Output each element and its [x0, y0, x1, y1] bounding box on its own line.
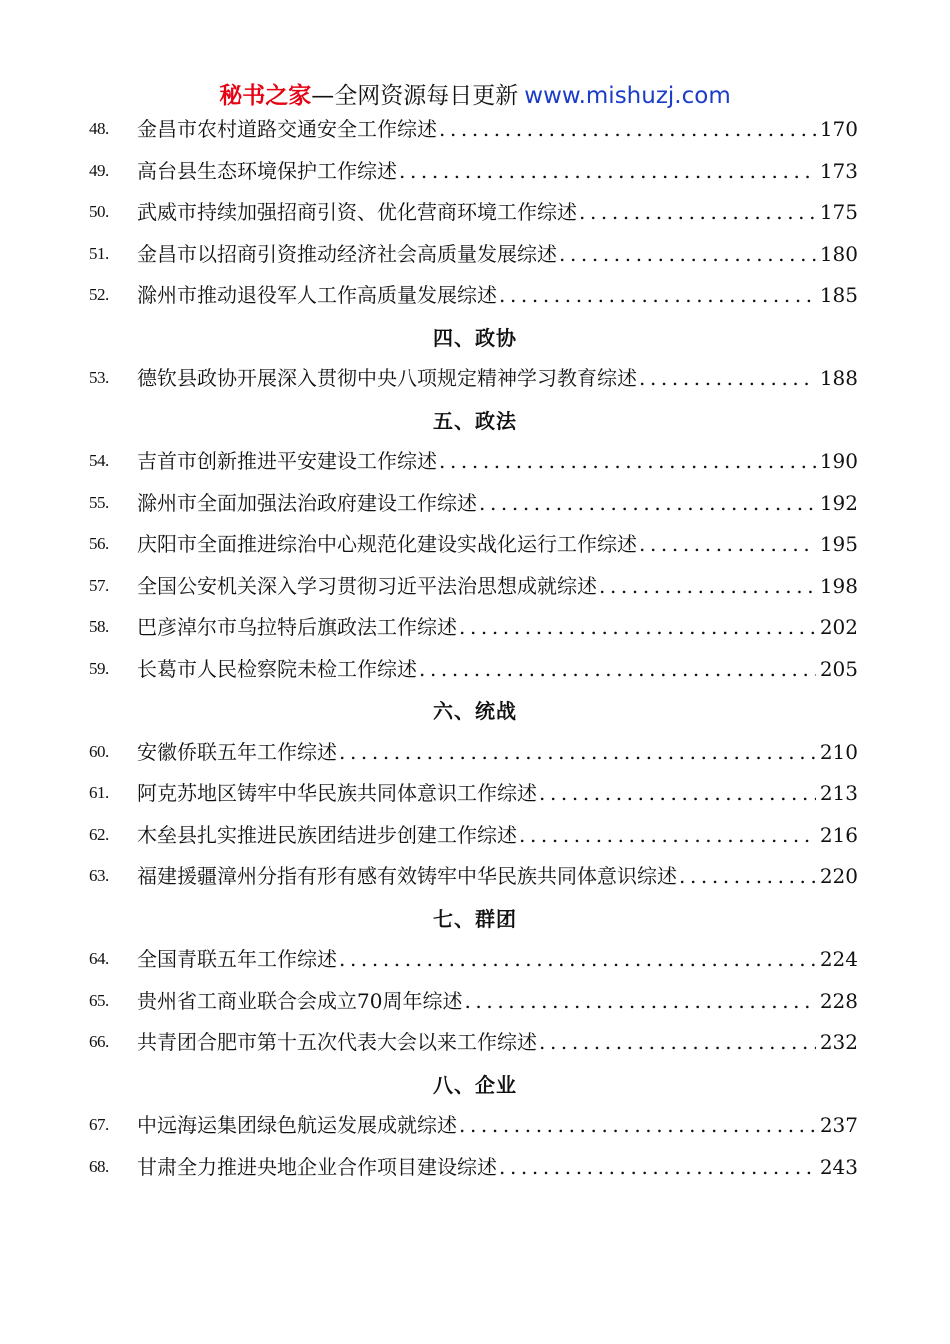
dot-leader	[399, 157, 816, 185]
dot-leader	[439, 115, 816, 143]
entry-number: 56.	[89, 534, 109, 553]
entry-line	[137, 779, 858, 807]
toc-entry[interactable]	[0, 608, 950, 650]
toc-entry[interactable]	[0, 152, 950, 194]
entry-number: 59.	[89, 658, 109, 678]
entry-number: 58.	[89, 617, 109, 636]
entry-title: 木垒县扎实推进民族团结进步创建工作综述	[137, 822, 517, 847]
toc-entry[interactable]	[0, 733, 950, 775]
toc-entry[interactable]	[0, 525, 950, 567]
toc-entry[interactable]	[0, 940, 950, 982]
entry-page-number: 232	[819, 1030, 858, 1054]
dot-leader	[539, 779, 816, 807]
entry-page-number: 202	[819, 615, 858, 639]
section-heading: 七、群团	[433, 906, 517, 931]
entry-title: 甘肃全力推进央地企业合作项目建设综述	[137, 1154, 497, 1179]
site-slogan: —全网资源每日更新	[311, 83, 519, 109]
entry-title: 共青团合肥市第十五次代表大会以来工作综述	[137, 1030, 537, 1054]
entry-page-number: 188	[819, 366, 858, 390]
section-heading: 六、统战	[433, 699, 517, 723]
entry-number: 62.	[89, 824, 109, 844]
dot-leader	[479, 489, 816, 517]
dot-leader	[639, 530, 816, 558]
table-of-contents	[0, 110, 950, 1189]
entry-title: 金昌市农村道路交通安全工作综述	[137, 117, 437, 141]
entry-line	[137, 157, 858, 185]
entry-number: 68.	[89, 1156, 109, 1176]
toc-entry[interactable]	[0, 1106, 950, 1148]
entry-page-number: 173	[819, 158, 858, 183]
entry-page-number: 210	[819, 739, 858, 764]
entry-page-number: 216	[819, 822, 858, 847]
entry-line	[137, 1153, 858, 1181]
entry-number: 60.	[89, 741, 109, 761]
entry-title: 吉首市创新推进平安建设工作综述	[137, 449, 437, 473]
entry-title: 长葛市人民检察院未检工作综述	[137, 656, 417, 681]
entry-title: 贵州省工商业联合会成立70周年综述	[137, 988, 463, 1013]
dot-leader	[579, 198, 816, 226]
entry-number: 65.	[89, 990, 109, 1010]
entry-page-number: 220	[819, 864, 858, 888]
dot-leader	[459, 613, 816, 641]
entry-line	[137, 987, 858, 1015]
dot-leader	[539, 1028, 816, 1056]
entry-page-number: 205	[819, 656, 858, 681]
entry-number: 64.	[89, 949, 109, 968]
site-brand: 秘书之家	[219, 83, 312, 109]
entry-title: 德钦县政协开展深入贯彻中央八项规定精神学习教育综述	[137, 366, 637, 390]
dot-leader	[499, 1153, 816, 1181]
entry-title: 滁州市全面加强法治政府建设工作综述	[137, 490, 477, 515]
dot-leader	[459, 1111, 816, 1139]
entry-line	[137, 613, 858, 641]
entry-line	[137, 945, 858, 973]
entry-line	[137, 447, 858, 475]
entry-number: 49.	[89, 160, 109, 180]
entry-page-number: 185	[819, 283, 858, 307]
entry-line	[137, 862, 858, 890]
entry-number: 67.	[89, 1115, 109, 1134]
entry-page-number: 228	[819, 988, 858, 1013]
entry-title: 全国公安机关深入学习贯彻习近平法治思想成就综述	[137, 573, 597, 598]
section-heading: 四、政协	[433, 325, 517, 350]
entry-line	[137, 738, 858, 766]
dot-leader	[439, 447, 816, 475]
dot-leader	[499, 281, 816, 309]
toc-entry[interactable]	[0, 857, 950, 899]
dot-leader	[419, 655, 816, 683]
entry-number: 63.	[89, 866, 109, 885]
dot-leader	[639, 364, 816, 392]
entry-line	[137, 572, 858, 600]
entry-page-number: 195	[819, 532, 858, 556]
toc-entry[interactable]	[0, 650, 950, 692]
entry-title: 武威市持续加强招商引资、优化营商环境工作综述	[137, 200, 577, 224]
entry-page-number: 180	[819, 241, 858, 266]
toc-entry[interactable]	[0, 235, 950, 277]
entry-page-number: 198	[819, 573, 858, 598]
dot-leader	[599, 572, 816, 600]
dot-leader	[464, 987, 815, 1015]
toc-entry[interactable]	[0, 110, 950, 152]
dot-leader	[519, 821, 816, 849]
entry-line	[137, 821, 858, 849]
entry-page-number: 243	[819, 1154, 858, 1179]
toc-entry[interactable]	[0, 359, 950, 401]
toc-entry[interactable]	[0, 567, 950, 609]
entry-title: 巴彦淖尔市乌拉特后旗政法工作综述	[137, 615, 457, 639]
toc-entry[interactable]	[0, 1023, 950, 1065]
entry-number: 54.	[89, 451, 109, 470]
dot-leader	[679, 862, 816, 890]
entry-title: 金昌市以招商引资推动经济社会高质量发展综述	[137, 241, 557, 266]
entry-title: 中远海运集团绿色航运发展成就综述	[137, 1113, 457, 1137]
entry-line	[137, 115, 858, 143]
entry-title: 高台县生态环境保护工作综述	[137, 158, 397, 183]
entry-number: 50.	[89, 202, 109, 221]
entry-number: 55.	[89, 492, 109, 512]
entry-number: 51.	[89, 243, 109, 263]
entry-line	[137, 1028, 858, 1056]
dot-leader	[559, 240, 816, 268]
entry-title: 福建援疆漳州分指有形有感有效铸牢中华民族共同体意识综述	[137, 864, 677, 888]
entry-line	[137, 1111, 858, 1139]
toc-entry[interactable]	[0, 276, 950, 318]
site-url-link[interactable]: www.mishuzj.com	[524, 83, 731, 109]
entry-number: 53.	[89, 368, 109, 387]
dot-leader	[339, 945, 816, 973]
entry-line	[137, 281, 858, 309]
entry-page-number: 190	[819, 449, 858, 473]
entry-line	[137, 364, 858, 392]
entry-number: 52.	[89, 285, 109, 304]
entry-page-number: 175	[819, 200, 858, 224]
dot-leader	[339, 738, 816, 766]
entry-title: 安徽侨联五年工作综述	[137, 739, 337, 764]
entry-number: 61.	[89, 783, 109, 802]
entry-line	[137, 530, 858, 558]
entry-page-number: 192	[819, 490, 858, 515]
toc-entry[interactable]	[0, 816, 950, 858]
entry-page-number: 237	[819, 1113, 858, 1137]
toc-entry[interactable]	[0, 484, 950, 526]
toc-entry[interactable]	[0, 982, 950, 1024]
entry-number: 66.	[89, 1032, 109, 1051]
entry-title: 庆阳市全面推进综治中心规范化建设实战化运行工作综述	[137, 532, 637, 556]
entry-title: 滁州市推动退役军人工作高质量发展综述	[137, 283, 497, 307]
toc-entry[interactable]	[0, 774, 950, 816]
entry-page-number: 213	[819, 781, 858, 805]
entry-title: 全国青联五年工作综述	[137, 947, 337, 971]
section-heading: 五、政法	[433, 408, 517, 433]
entry-number: 48.	[89, 119, 109, 138]
entry-line	[137, 489, 858, 517]
toc-entry[interactable]	[0, 442, 950, 484]
entry-page-number: 224	[819, 947, 858, 971]
entry-number: 57.	[89, 575, 109, 595]
toc-entry[interactable]	[0, 193, 950, 235]
site-header	[0, 80, 950, 112]
entry-line	[137, 240, 858, 268]
entry-line	[137, 655, 858, 683]
toc-entry[interactable]	[0, 1148, 950, 1190]
entry-line	[137, 198, 858, 226]
section-heading: 八、企业	[433, 1072, 517, 1097]
entry-title: 阿克苏地区铸牢中华民族共同体意识工作综述	[137, 781, 537, 805]
entry-page-number: 170	[819, 117, 858, 141]
